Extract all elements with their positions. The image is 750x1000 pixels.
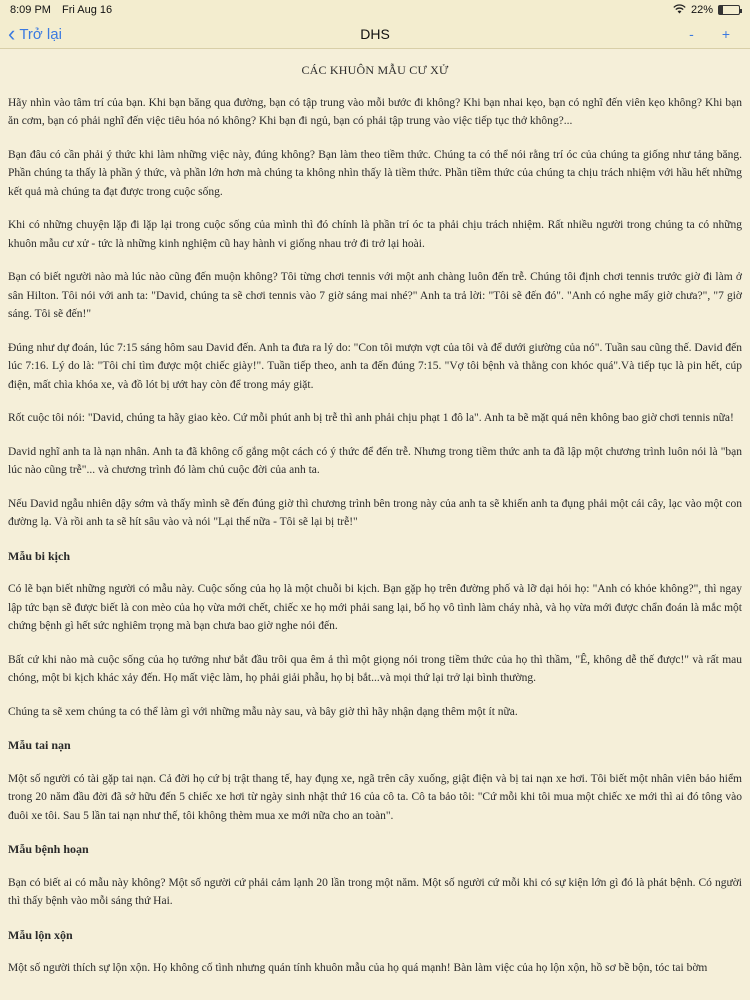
- page-title: DHS: [360, 26, 390, 42]
- section-heading: Mẫu bi kịch: [8, 548, 71, 563]
- battery-percent: 22%: [690, 4, 713, 16]
- status-date: Fri Aug 16: [62, 4, 113, 16]
- font-size-controls: [689, 26, 730, 42]
- paragraph: Bạn có biết người nào mà lúc nào cũng đến muộn không? Tôi từng chơi tennis với một anh chàng luôn đến trễ. Chúng tôi định chơi tennis trước giờ đi làm ở sân Hilton. Tôi nói với anh ta: "David, chúng ta sẽ chơi tennis vào 7 giờ sáng mai nhé?" Anh ta trả lời: "Tôi sẽ đến đó". "Anh có nghe mấy giờ chưa?", "7 giờ sáng. Tôi sẽ đến!": [8, 271, 742, 320]
- battery-icon: [718, 5, 740, 15]
- paragraph: Hãy nhìn vào tâm trí của bạn. Khi bạn băng qua đường, bạn có tập trung vào mỗi bước đi không? Khi bạn nhai kẹo, bạn có nghĩ đến viên kẹo không? Khi bạn ăn cơm, bạn có phải nghĩ đến việc tiêu hóa nó không? Khi bạn đi ngủ, bạn có phải tập trung vào việc tiếp tục thở không?...: [8, 96, 742, 127]
- status-time: 8:09 PM: [10, 4, 51, 16]
- chevron-left-icon: ‹: [8, 21, 16, 46]
- paragraph: Nếu David ngẫu nhiên dậy sớm và thấy mình sẽ đến đúng giờ thì chương trình bên trong này của anh ta sẽ khiến anh ta đụng phải một cái cây, lạc vào một con đường lạ. Và rồi anh ta sẽ hít sâu vào và nói "Lại thế nữa - Tôi sẽ lại bị trễ!": [8, 497, 742, 528]
- paragraph: David nghĩ anh ta là nạn nhân. Anh ta đã không cố gắng một cách có ý thức để đến trễ. Nhưng trong tiềm thức anh ta đã lập một chương trình luôn nói là "bạn lúc nào cũng trễ"... và chương trình đó làm chủ cuộc đời của anh ta.: [8, 445, 742, 476]
- paragraph: Khi có những chuyện lặp đi lặp lại trong cuộc sống của mình thì đó chính là phần trí óc ta phải chịu trách nhiệm. Rất nhiều người trong chúng ta có những khuôn mẫu cư xử - tức là những kinh nghiệm cũ hay hành vi giống nhau trở đi trở lại hoài.: [8, 219, 742, 250]
- paragraph: Bất cứ khi nào mà cuộc sống của họ tưởng như bắt đầu trôi qua êm ả thì một giọng nói trong tiềm thức của họ thì thầm, "Ê, không dễ thế được!" và rất mau chóng, một bi kịch khác xảy đến. Họ mất việc làm, họ phải giải phẫu, họ bị bắt...và mọi thứ lại trở lại bình thường.: [8, 653, 742, 684]
- back-button[interactable]: [0, 23, 62, 45]
- paragraph: Một số người thích sự lộn xộn. Họ không cố tình nhưng quán tính khuôn mẫu của họ quá mạnh! Bàn làm việc của họ lộn xộn, hồ sơ bề bộn, tóc tai bờm: [8, 962, 708, 974]
- paragraph: Một số người có tài gặp tai nạn. Cả đời họ cứ bị trật thang tế, hay đụng xe, ngã trên cây xuống, giật điện và bị tai nạn xe hơi. Tôi biết một nhân viên bảo hiểm trong 20 năm đầu đời đã sở hữu đến 5 chiếc xe hơi từ ngày sinh nhật thứ 16 của cô ta. Cô ta bảo tôi: "Cứ mỗi khi tôi mua một chiếc xe mới thì ai đó tông vào đuôi xe tôi. Sau 5 lần tai nạn như thế, tôi không thèm mua xe mới nữa cho an toàn".: [8, 772, 742, 822]
- nav-bar: [0, 20, 750, 49]
- paragraph: Đúng như dự đoán, lúc 7:15 sáng hôm sau David đến. Anh ta đưa ra lý do: "Con tôi mượn vợt của tôi và để dưới giường của nó". Tuần sau cũng thế. David đến lúc 7:16. Lý do là: "Tôi chỉ tìm được một chiếc giày!". Tuần tiếp theo, anh ta đến đúng 7:15. "Vợ tôi bệnh và thằng con khóc quá".Và tiếp tục là pin hết, cúp điện, mất chìa khóa xe, và đồ lót bị ướt hay còn để trong máy giặt.: [8, 341, 742, 391]
- paragraph: Có lẽ bạn biết những người có mẫu này. Cuộc sống của họ là một chuỗi bi kịch. Bạn gặp họ trên đường phố và lỡ dại hỏi họ: "Anh có khỏe không?", thì ngay lập tức bạn sẽ được biết là con mèo của họ vừa mới chết, chiếc xe họ mới phải sang lại, bố họ vô tình làm cháy nhà, và họ vừa mới được chẩn đoán là mắc một chứng bệnh gì hết sức nghiêm trọng mà bạn chưa bao giờ nghe nói đến.: [8, 583, 742, 632]
- article-title: CÁC KHUÔN MẪU CƯ XỬ: [301, 63, 449, 77]
- battery-fill: [719, 6, 723, 14]
- status-bar: [0, 0, 750, 20]
- wifi-icon: [673, 4, 686, 17]
- paragraph: Chúng ta sẽ xem chúng ta có thể làm gì với những mẫu này sau, và bây giờ thì hãy nhận dạng thêm một ít nữa.: [8, 705, 518, 718]
- status-left: [10, 4, 120, 16]
- paragraph: Bạn có biết ai có mẫu này không? Một số người cứ phải cảm lạnh 20 lần trong một năm. Một số người cứ mỗi khi có sự kiện lớn gì đó là phát bệnh. Có người thì thấy bệnh vào mỗi sáng thứ Hai.: [8, 876, 742, 907]
- increase-font-button[interactable]: +: [721, 26, 730, 42]
- paragraph: Rốt cuộc tôi nói: "David, chúng ta hãy giao kèo. Cứ mỗi phút anh bị trễ thì anh phải chịu phạt 1 đô la". Anh ta bẽ mặt quá nên không bao giờ chơi tennis nữa!: [8, 412, 734, 424]
- decrease-font-button[interactable]: -: [689, 26, 694, 42]
- article-content[interactable]: [0, 49, 750, 978]
- status-right: [673, 4, 740, 17]
- section-heading: Mẫu lộn xộn: [8, 927, 73, 942]
- back-label: Trở lại: [19, 25, 62, 43]
- paragraph: Bạn đâu có cần phải ý thức khi làm những việc này, đúng không? Bạn làm theo tiềm thức. Chúng ta có thể nói rằng trí óc của chúng ta giống như tảng băng. Phần chúng ta thấy là phần ý thức, và phần lớn hơn mà chúng ta không nhìn thấy là tiềm thức. Phần tiềm thức của chúng ta chịu trách nhiệm với hầu hết những kết quả mà chúng ta đạt được trong cuộc sống.: [8, 148, 742, 198]
- section-heading: Mẫu bệnh hoạn: [8, 842, 89, 856]
- section-heading: Mẫu tai nạn: [8, 738, 71, 752]
